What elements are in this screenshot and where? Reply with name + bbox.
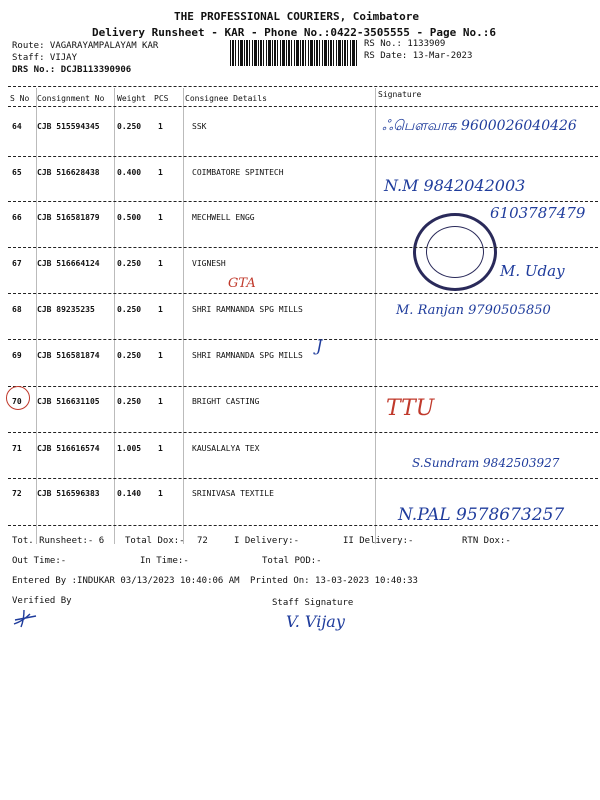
ii-delivery: II Delivery:- xyxy=(343,536,414,546)
total-dox-label: Total Dox:- xyxy=(125,536,185,546)
row-weight: 0.250 xyxy=(117,397,142,406)
row-pcs: 1 xyxy=(158,489,163,498)
row-signature: M. Uday xyxy=(500,262,565,280)
col-consignment: Consignment No xyxy=(37,94,105,103)
row-consignee: SHRI RAMNANDA SPG MILLS xyxy=(192,351,303,360)
col-sno: S No xyxy=(10,94,30,103)
row-sno: 66 xyxy=(12,213,22,222)
row-sno: 67 xyxy=(12,259,22,268)
divider xyxy=(8,86,598,87)
col-weight: Weight xyxy=(117,94,146,103)
row-consignee: KAUSALALYA TEX xyxy=(192,444,260,453)
route-label: Route: VAGARAYAMPALAYAM KAR xyxy=(12,41,159,51)
row-signature: 6103787479 xyxy=(490,204,586,222)
row-consignment: CJB 516628438 xyxy=(37,168,100,177)
out-time: Out Time:- xyxy=(12,556,67,566)
entered-by: Entered By :INDUKAR 03/13/2023 10:40:06 AM xyxy=(12,576,240,586)
rs-date: RS Date: 13-Mar-2023 xyxy=(364,51,473,61)
staff-signature-label: Staff Signature xyxy=(272,598,354,608)
row-signature: S.Sundram 9842503927 xyxy=(412,456,560,470)
row-weight: 0.250 xyxy=(117,122,142,131)
divider xyxy=(8,201,598,202)
row-consignee: MECHWELL ENGG xyxy=(192,213,255,222)
row-weight: 1.005 xyxy=(117,444,142,453)
row-sno: 68 xyxy=(12,305,22,314)
divider xyxy=(8,432,598,433)
row-signature: N.M 9842042003 xyxy=(384,176,526,195)
total-pod: Total POD:- xyxy=(262,556,322,566)
row-consignment: CJB 516664124 xyxy=(37,259,100,268)
divider xyxy=(8,525,598,526)
row-sno: 65 xyxy=(12,168,22,177)
handwritten-note: J xyxy=(316,336,323,355)
row-signature: TTU xyxy=(386,396,435,421)
row-weight: 0.250 xyxy=(117,351,142,360)
row-consignee: COIMBATORE SPINTECH xyxy=(192,168,284,177)
in-time: In Time:- xyxy=(140,556,189,566)
row-pcs: 1 xyxy=(158,213,163,222)
verifier-signature xyxy=(12,606,42,628)
staff-label: Staff: VIJAY xyxy=(12,53,78,63)
row-signature: M. Ranjan 9790505850 xyxy=(396,303,551,318)
divider xyxy=(8,106,598,107)
verified-by: Verified By xyxy=(12,596,72,606)
row-pcs: 1 xyxy=(158,397,163,406)
row-consignment: CJB 89235235 xyxy=(37,305,95,314)
row-consignee: SHRI RAMNANDA SPG MILLS xyxy=(192,305,303,314)
row-pcs: 1 xyxy=(158,168,163,177)
col-pcs: PCS xyxy=(154,94,169,103)
row-signature: ஃபௌவாக 9600026040426 xyxy=(382,118,577,134)
row-pcs: 1 xyxy=(158,259,163,268)
divider xyxy=(8,386,598,387)
total-runsheet: Tot. Runsheet:- 6 xyxy=(12,536,105,546)
row-sno: 64 xyxy=(12,122,22,131)
divider xyxy=(8,247,598,248)
total-dox-value: 72 xyxy=(197,536,208,546)
row-consignment: CJB 516596383 xyxy=(37,489,100,498)
row-consignee: BRIGHT CASTING xyxy=(192,397,260,406)
rs-number: RS No.: 1133909 xyxy=(364,39,446,49)
row-consignee: SSK xyxy=(192,122,207,131)
divider xyxy=(8,478,598,479)
company-name: THE PROFESSIONAL COURIERS, Coimbatore xyxy=(174,10,420,23)
row-sno: 70 xyxy=(12,397,22,406)
staff-signature: V. Vijay xyxy=(286,612,345,631)
row-weight: 0.500 xyxy=(117,213,142,222)
i-delivery: I Delivery:- xyxy=(234,536,300,546)
row-signature: N.PAL 9578673257 xyxy=(398,505,565,525)
row-consignee: VIGNESH xyxy=(192,259,226,268)
col-signature: Signature xyxy=(378,90,422,99)
row-consignment: CJB 515594345 xyxy=(37,122,100,131)
divider xyxy=(8,339,598,340)
row-consignment: CJB 516616574 xyxy=(37,444,100,453)
row-sno: 71 xyxy=(12,444,22,453)
row-pcs: 1 xyxy=(158,305,163,314)
barcode-graphic xyxy=(230,40,358,66)
row-weight: 0.250 xyxy=(117,305,142,314)
row-weight: 0.250 xyxy=(117,259,142,268)
row-weight: 0.140 xyxy=(117,489,142,498)
divider xyxy=(8,293,598,294)
row-consignee: SRINIVASA TEXTILE xyxy=(192,489,274,498)
row-sno: 72 xyxy=(12,489,22,498)
row-weight: 0.400 xyxy=(117,168,142,177)
rtn-dox: RTN Dox:- xyxy=(462,536,511,546)
row-pcs: 1 xyxy=(158,122,163,131)
drs-number: DRS No.: DCJB113390906 xyxy=(12,65,132,75)
row-consignment: CJB 516581874 xyxy=(37,351,100,360)
row-consignment: CJB 516631105 xyxy=(37,397,100,406)
col-consignee: Consignee Details xyxy=(185,94,267,103)
row-sno: 69 xyxy=(12,351,22,360)
row-pcs: 1 xyxy=(158,351,163,360)
row-pcs: 1 xyxy=(158,444,163,453)
handwritten-note: GTA xyxy=(228,276,256,291)
runsheet-title: Delivery Runsheet - KAR - Phone No.:0422-3505555 - Page No.:6 xyxy=(92,26,496,39)
company-seal-stamp xyxy=(413,213,497,291)
row-consignment: CJB 516581879 xyxy=(37,213,100,222)
divider xyxy=(8,156,598,157)
printed-on: Printed On: 13-03-2023 10:40:33 xyxy=(250,576,418,586)
